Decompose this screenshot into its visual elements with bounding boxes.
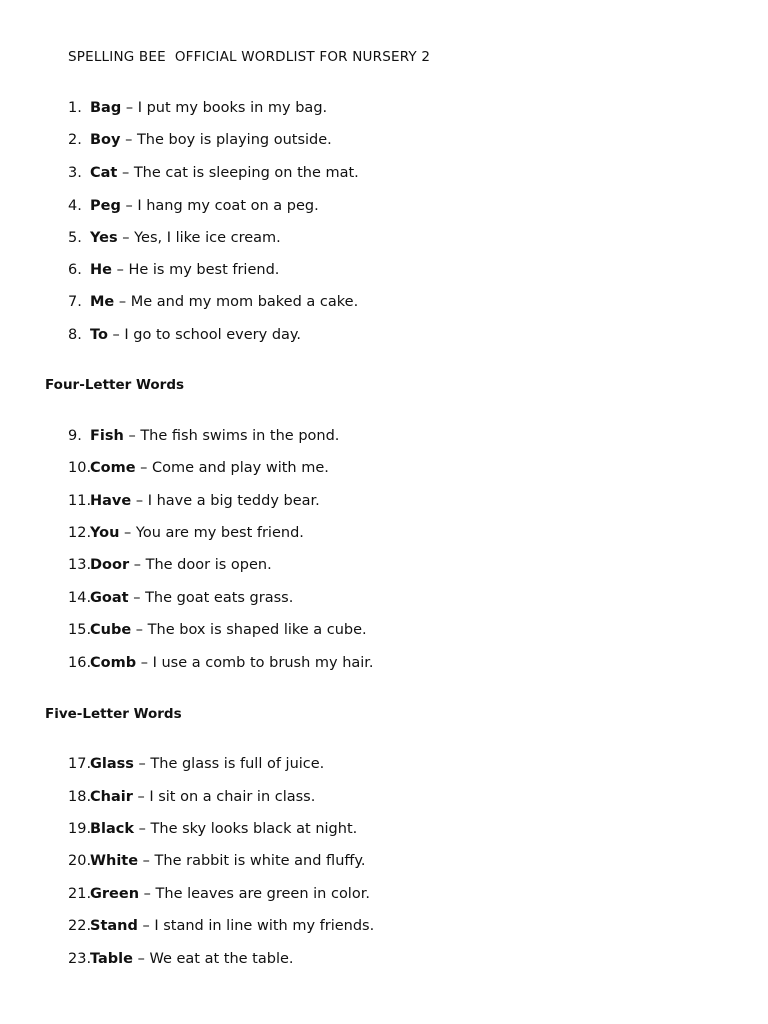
item-word: You [90,525,120,541]
item-word: Come [90,460,136,476]
item-separator: – [134,821,151,837]
item-sentence: The cat is sleeping on the mat. [133,165,359,181]
item-sentence: The sky looks black at night. [150,821,358,837]
item-sentence: I use a comb to brush my hair. [152,655,374,671]
item-separator: – [136,655,153,671]
item-separator: – [117,230,135,246]
list-item [68,129,332,151]
item-number: 19. [68,821,92,837]
list-item [68,490,320,512]
item-word: Comb [90,655,137,671]
item-number: 21. [68,886,92,902]
list-item [68,227,281,249]
item-word: Yes [90,230,118,246]
item-word: Have [90,493,132,509]
item-separator: – [139,886,156,902]
item-separator: – [131,622,148,638]
item-separator: – [107,327,125,343]
item-sentence: We eat at the table. [149,951,294,967]
item-separator: – [133,951,150,967]
list-item [68,425,339,447]
item-word: White [90,853,139,869]
item-word: Cube [90,622,132,638]
item-number: 23. [68,951,92,967]
item-number: 17. [68,756,92,772]
item-separator: – [119,525,136,541]
item-separator: – [117,165,134,181]
item-number: 14. [68,590,92,606]
item-separator: – [123,428,141,444]
item-number: 2. [68,132,82,148]
item-sentence: The rabbit is white and fluffy. [154,853,366,869]
list-item [68,291,358,313]
list-item [68,883,370,905]
list-item [68,948,294,970]
item-number: 7. [68,294,82,310]
list-item [68,915,374,937]
item-separator: – [132,789,150,805]
item-number: 1. [68,100,82,116]
item-number: 16. [68,655,92,671]
item-word: He [90,262,112,278]
item-sentence: The box is shaped like a cube. [147,622,367,638]
item-word: Door [90,557,130,573]
item-sentence: Come and play with me. [152,460,329,476]
item-separator: – [120,198,138,214]
item-sentence: I sit on a chair in class. [149,789,316,805]
list-item [68,522,304,544]
item-word: Me [90,294,115,310]
section-heading: Five-Letter Words [45,706,182,722]
list-item [68,652,374,674]
item-sentence: The leaves are green in color. [155,886,370,902]
item-sentence: The fish swims in the pond. [140,428,340,444]
item-word: Green [90,886,140,902]
list-item [68,850,366,872]
section-heading: Four-Letter Words [45,377,185,393]
item-number: 8. [68,327,82,343]
item-separator: – [120,132,137,148]
item-number: 15. [68,622,92,638]
item-sentence: Yes, I like ice cream. [134,230,281,246]
list-item [68,619,367,641]
list-item [68,818,357,840]
item-word: To [90,327,108,343]
item-number: 12. [68,525,92,541]
item-number: 20. [68,853,92,869]
item-number: 11. [68,493,92,509]
item-separator: – [137,918,155,934]
list-item [68,587,293,609]
item-separator: – [135,460,153,476]
list-item [68,195,319,217]
item-word: Cat [90,165,118,181]
item-separator: – [138,853,155,869]
item-word: Chair [90,789,133,805]
item-word: Bag [90,100,122,116]
list-item [68,554,272,576]
item-number: 10. [68,460,92,476]
item-word: Fish [90,428,124,444]
item-word: Black [90,821,135,837]
item-number: 4. [68,198,82,214]
list-item [68,457,329,479]
item-separator: – [114,294,131,310]
item-number: 6. [68,262,82,278]
item-sentence: Me and my mom baked a cake. [130,294,359,310]
item-separator: – [128,590,146,606]
item-word: Table [90,951,133,967]
item-number: 22. [68,918,92,934]
item-number: 9. [68,428,82,444]
item-sentence: I stand in line with my friends. [154,918,375,934]
list-item [68,97,327,119]
item-separator: – [131,493,148,509]
item-sentence: He is my best friend. [128,262,280,278]
item-sentence: I go to school every day. [124,327,302,343]
item-sentence: You are my best friend. [135,525,304,541]
item-number: 5. [68,230,82,246]
item-sentence: The glass is full of juice. [150,756,325,772]
item-number: 18. [68,789,92,805]
list-item [68,324,301,346]
item-number: 13. [68,557,92,573]
item-sentence: I hang my coat on a peg. [137,198,319,214]
item-sentence: The door is open. [145,557,272,573]
item-word: Stand [90,918,138,934]
list-item [68,162,359,184]
item-word: Goat [90,590,129,606]
list-item [68,786,315,808]
document-title: SPELLING BEE OFFICIAL WORDLIST FOR NURSERY 2 [68,49,431,65]
item-number: 3. [68,165,82,181]
item-separator: – [121,100,138,116]
item-word: Boy [90,132,121,148]
item-separator: – [129,557,146,573]
item-separator: – [133,756,151,772]
item-sentence: I put my books in my bag. [137,100,328,116]
item-sentence: I have a big teddy bear. [147,493,320,509]
item-sentence: The goat eats grass. [145,590,294,606]
list-item [68,259,279,281]
item-word: Peg [90,198,121,214]
item-sentence: The boy is playing outside. [136,132,332,148]
item-word: Glass [90,756,134,772]
list-item [68,753,324,775]
item-separator: – [111,262,129,278]
